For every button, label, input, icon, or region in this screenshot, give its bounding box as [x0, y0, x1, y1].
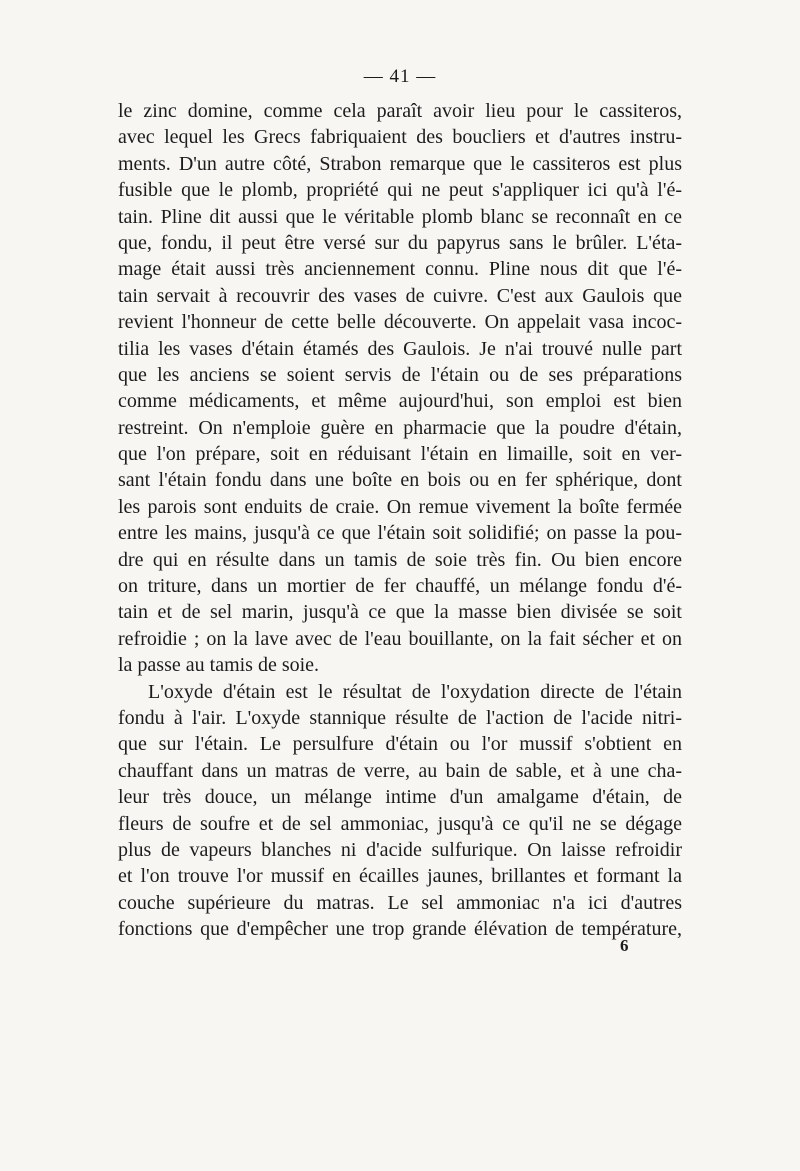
body-text — [118, 98, 682, 943]
text-line: couche supérieure du matras. Le sel ammoniac n'a ici d'autres — [118, 891, 682, 914]
text-line: fusible que le plomb, propriété qui ne peut s'appliquer ici qu'à l'é- — [118, 179, 682, 202]
text-line: avec lequel les Grecs fabriquaient des boucliers et d'autres instru- — [118, 126, 682, 149]
text-line: que, fondu, il peut être versé sur du papyrus sans le brûler. L'éta- — [118, 231, 682, 254]
text-line: que sur l'étain. Le persulfure d'étain ou l'or mussif s'obtient en — [118, 733, 682, 756]
text-line: le zinc domine, comme cela paraît avoir lieu pour le cassiteros, — [118, 100, 682, 122]
text-line: leur très douce, un mélange intime d'un amalgame d'étain, de — [118, 786, 682, 809]
signature-mark: 6 — [620, 936, 629, 955]
text-line: revient l'honneur de cette belle découverte. On appelait vasa incoc- — [118, 311, 682, 334]
text-line: tain servait à recouvrir des vases de cuivre. C'est aux Gaulois que — [118, 284, 682, 307]
text-line: et l'on trouve l'or mussif en écailles jaunes, brillantes et formant la — [118, 865, 682, 888]
text-line: fleurs de soufre et de sel ammoniac, jusqu'à ce qu'il ne se dégage — [118, 812, 682, 835]
text-line: comme médicaments, et même aujourd'hui, son emploi est bien — [118, 390, 682, 413]
text-line: refroidie ; on la lave avec de l'eau bouillante, on la fait sécher et on — [118, 627, 682, 650]
text-line: on triture, dans un mortier de fer chauffé, un mélange fondu d'é- — [118, 575, 682, 598]
text-line: dre qui en résulte dans un tamis de soie très fin. Ou bien encore — [118, 548, 682, 571]
text-line: tain. Pline dit aussi que le véritable plomb blanc se reconnaît en ce — [118, 205, 682, 228]
text-line: tain et de sel marin, jusqu'à ce que la masse bien divisée se soit — [118, 601, 682, 624]
text-line: plus de vapeurs blanches ni d'acide sulfurique. On laisse refroidir — [118, 838, 682, 861]
text-line: fonctions que d'empêcher une trop grande élévation de température, — [118, 918, 682, 941]
text-line: sant l'étain fondu dans une boîte en bois ou en fer sphérique, dont — [118, 469, 682, 492]
text-line: mage était aussi très anciennement connu. Pline nous dit que l'é- — [118, 258, 682, 281]
text-line: restreint. On n'emploie guère en pharmacie que la poudre d'étain, — [118, 416, 682, 439]
text-line-paragraph-end: la passe au tamis de soie. — [118, 654, 320, 677]
text-line: que les anciens se soient servis de l'étain ou de ses préparations — [118, 363, 682, 386]
text-line: que l'on prépare, soit en réduisant l'étain en limaille, soit en ver- — [118, 443, 682, 466]
text-line: entre les mains, jusqu'à ce que l'étain soit solidifié; on passe la pou- — [118, 522, 682, 545]
text-line: tilia les vases d'étain étamés des Gaulois. Je n'ai trouvé nulle part — [118, 337, 682, 360]
text-line: les parois sont enduits de craie. On remue vivement la boîte fermée — [118, 495, 682, 518]
text-line: ments. D'un autre côté, Strabon remarque que le cassiteros est plus — [118, 152, 682, 175]
text-line-paragraph-start: L'oxyde d'étain est le résultat de l'oxydation directe de l'étain — [148, 680, 682, 703]
text-line: chauffant dans un matras de verre, au bain de sable, et à une cha- — [118, 759, 682, 782]
text-line: fondu à l'air. L'oxyde stannique résulte de l'action de l'acide nitri- — [118, 706, 682, 729]
page-number: — 41 — — [363, 66, 437, 87]
